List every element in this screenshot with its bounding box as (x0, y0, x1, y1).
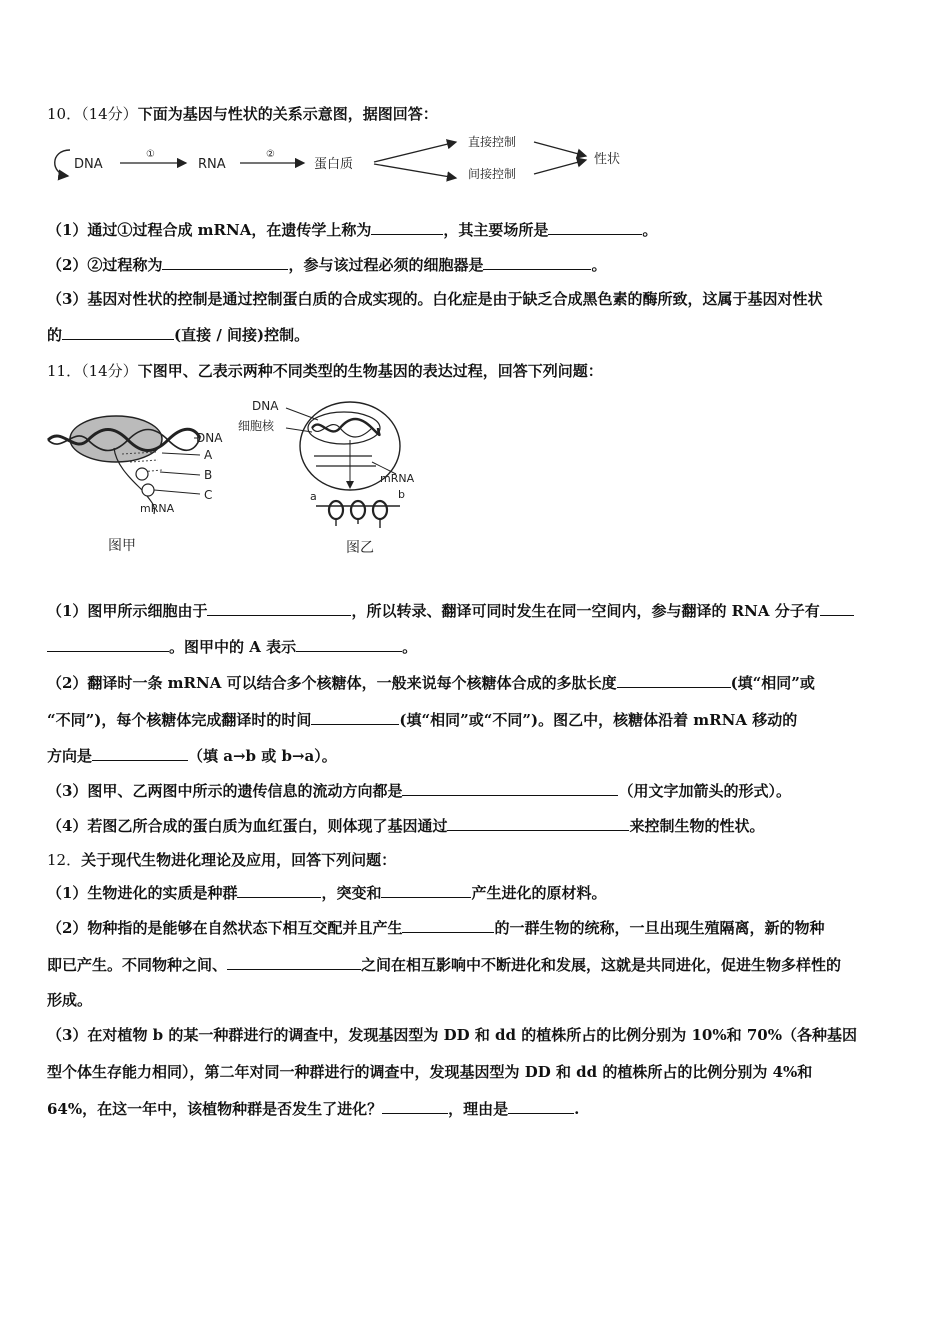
figure-a-ribosome (142, 484, 154, 496)
q11-title: 下图甲、乙表示两种不同类型的生物基因的表达过程，回答下列问题： (137, 362, 603, 380)
figure-a-ribosome (136, 468, 148, 480)
q12-part3-cont: 型个体生存能力相同），第二年对同一种群进行的调查中，发现基因型为 DD 和 dd 的植株所占的比例分别为 4%和 (47, 1063, 813, 1081)
figure-a-label-c: C (204, 488, 213, 502)
answer-blank[interactable] (311, 710, 399, 725)
q12-title: 关于现代生物进化理论及应用，回答下列问题： (81, 851, 397, 869)
answer-blank[interactable] (381, 883, 471, 898)
figure-b-label-a: a (310, 490, 317, 503)
q11-part3: （3）图甲、乙两图中所示的遗传信息的流动方向都是 （用文字加箭头的形式）。 (47, 782, 791, 800)
diagram-rna-label: RNA (198, 157, 226, 172)
answer-blank[interactable] (296, 637, 402, 652)
q11-part4: （4）若图乙所合成的蛋白质为血红蛋白，则体现了基因通过 来控制生物的性状。 (47, 817, 765, 835)
figure-a-dna-label: DNA (196, 431, 223, 445)
arrow-direct-trait (534, 142, 586, 156)
q10-part1: （1）通过①过程合成 mRNA，在遗传学上称为 ，其主要场所是 。 (47, 221, 658, 239)
q12-part3-cont2: 64%，在这一年中，该植物种群是否发生了进化？ ，理由是 . (47, 1100, 580, 1118)
q11-part2-cont: “不同”)，每个核糖体完成翻译时的时间 (填“相同”或“不同”)。图乙中，核糖体沿着 mRNA 移动的 (47, 711, 798, 729)
q12-number: 12． (47, 851, 82, 869)
figure-b-dna-label: DNA (252, 399, 279, 413)
q12-part2: （2）物种指的是能够在自然状态下相互交配并且产生 的一群生物的统称，一旦出现生殖隔离，新的物种 (47, 919, 825, 937)
diagram-dna-label: DNA (74, 157, 103, 172)
arrow-protein-indirect (374, 164, 456, 178)
figure-b-mrna-strand (314, 456, 376, 466)
answer-blank[interactable] (227, 955, 361, 970)
answer-blank[interactable] (371, 220, 443, 235)
answer-blank[interactable] (820, 601, 854, 616)
q12-part2-cont: 即已产生。不同物种之间、 之间在相互影响中不断进化和发展，这就是共同进化，促进生物多样性的 (47, 956, 842, 974)
figure-a-mrna-label: mRNA (140, 502, 175, 515)
answer-blank[interactable] (402, 918, 494, 933)
answer-blank[interactable] (548, 220, 642, 235)
answer-blank[interactable] (382, 1099, 448, 1114)
diagram-step1-label: ① (146, 149, 155, 160)
figure-a-caption: 图甲 (108, 538, 136, 554)
diagram-direct-label: 直接控制 (468, 135, 517, 149)
diagram-indirect-label: 间接控制 (468, 167, 517, 181)
answer-blank[interactable] (47, 637, 169, 652)
figure-b-nucleus (308, 412, 380, 444)
arrow-protein-direct (374, 142, 456, 162)
figure-a-label-a: A (204, 448, 213, 462)
q12-part1: （1）生物进化的实质是种群 ，突变和 产生进化的原材料。 (47, 884, 607, 902)
figure-b-ribosome (373, 501, 387, 519)
diagram-step2-label: ② (266, 149, 275, 160)
q12-part3: （3）在对植物 b 的某一种群进行的调查中，发现基因型为 DD 和 dd 的植株所占的比例分别为 10%和 70%（各种基因 (47, 1026, 857, 1044)
answer-blank[interactable] (402, 781, 618, 796)
figure-b-caption: 图乙 (346, 540, 374, 556)
answer-blank[interactable] (92, 746, 188, 761)
diagram-trait-label: 性状 (594, 152, 621, 167)
q11-part1: （1）图甲所示细胞由于 ，所以转录、翻译可同时发生在同一空间内，参与翻译的 RNA 分子有 (47, 601, 854, 621)
answer-blank[interactable] (508, 1099, 574, 1114)
q11-part2: （2）翻译时一条 mRNA 可以结合多个核糖体，一般来说每个核糖体合成的多肽长度 (填“相同”或 (47, 674, 815, 692)
q11-part2-cont2: 方向是 （填 a→b 或 b→a）。 (47, 747, 337, 765)
answer-blank[interactable] (483, 255, 591, 270)
figure-a-label-b: B (204, 468, 213, 482)
q10-number: 10．（14分） (47, 105, 138, 123)
q11-part1-cont: 。图甲中的 A 表示 。 (47, 637, 417, 657)
answer-blank[interactable] (237, 883, 321, 898)
figure-b-ribosome (329, 501, 343, 519)
q10-part2: （2）②过程称为 ，参与该过程必须的细胞器是 。 (47, 256, 607, 274)
figure-b-ribosome (351, 501, 365, 519)
answer-blank[interactable] (162, 255, 288, 270)
q10-diagram (48, 132, 638, 188)
answer-blank[interactable] (62, 325, 174, 340)
figure-b-label-b: b (398, 488, 405, 501)
q12-heading (47, 850, 396, 870)
dna-self-loop-arrow (55, 150, 70, 176)
q11-number: 11．（14分） (47, 362, 138, 380)
q11-heading (47, 361, 603, 381)
answer-blank[interactable] (207, 601, 351, 616)
q10-title: 下面为基因与性状的关系示意图，据图回答： (137, 105, 438, 123)
arrow-indirect-trait (534, 160, 586, 174)
answer-blank[interactable] (617, 673, 731, 688)
q12-part2-cont2: 形成。 (47, 991, 93, 1009)
figure-b (232, 394, 432, 564)
figure-a (44, 402, 244, 564)
figure-b-nucleus-label: 细胞核 (238, 419, 275, 433)
q10-part3-cont: 的 (直接 / 间接)控制。 (47, 326, 310, 344)
q10-heading (47, 104, 438, 124)
q10-part3: （3）基因对性状的控制是通过控制蛋白质的合成实现的。白化症是由于缺乏合成黑色素的酶所致，这属于基因对性状 (47, 290, 823, 308)
figure-b-mrna-label: mRNA (380, 472, 415, 485)
diagram-protein-label: 蛋白质 (314, 157, 354, 172)
answer-blank[interactable] (447, 816, 629, 831)
